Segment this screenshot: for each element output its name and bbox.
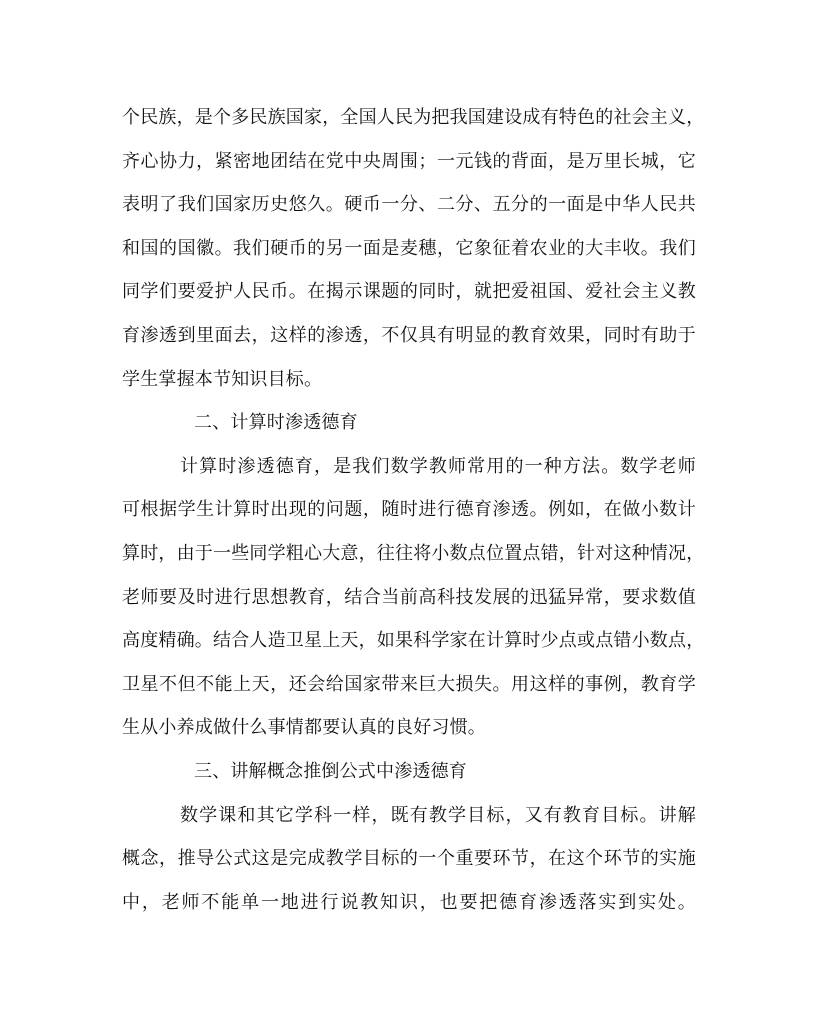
text-line: 育渗透到里面去，这样的渗透，不仅具有明显的教育效果，同时有助于 bbox=[122, 324, 696, 346]
text-line: 概念，推导公式这是完成教学目标的一个重要环节，在这个环节的实施 bbox=[122, 848, 696, 870]
text-line: 表明了我们国家历史悠久。硬币一分、二分、五分的一面是中华人民共 bbox=[122, 194, 696, 216]
text-line: 同学们要爱护人民币。在揭示课题的同时，就把爱祖国、爱社会主义教 bbox=[122, 281, 696, 303]
section-heading-3: 三、讲解概念推倒公式中渗透德育 bbox=[194, 760, 467, 782]
text-line: 生从小养成做什么事情都要认真的良好习惯。 bbox=[122, 717, 486, 739]
paragraph-2 bbox=[122, 445, 705, 750]
text-line: 中，老师不能单一地进行说教知识，也要把德育渗透落实到实处。 bbox=[122, 891, 696, 913]
paragraph-1 bbox=[122, 96, 705, 401]
text-line: 高度精确。结合人造卫星上天，如果科学家在计算时少点或点错小数点， bbox=[122, 630, 705, 652]
text-line: 齐心协力，紧密地团结在党中央周围；一元钱的背面，是万里长城，它 bbox=[122, 150, 696, 172]
text-line: 和国的国徽。我们硬币的另一面是麦穗，它象征着农业的大丰收。我们 bbox=[122, 237, 696, 259]
text-line: 卫星不但不能上天，还会给国家带来巨大损失。用这样的事例，教育学 bbox=[122, 673, 696, 695]
section-heading-2: 二、计算时渗透德育 bbox=[194, 412, 358, 434]
paragraph-3 bbox=[122, 794, 696, 925]
document-body bbox=[122, 96, 705, 924]
text-line: 计算时渗透德育，是我们数学教师常用的一种方法。数学老师 bbox=[180, 455, 696, 477]
text-line: 数学课和其它学科一样，既有教学目标，又有教育目标。讲解 bbox=[180, 804, 696, 826]
text-line: 个民族，是个多民族国家，全国人民为把我国建设成有特色的社会主义， bbox=[122, 107, 705, 128]
text-line: 学生掌握本节知识目标。 bbox=[122, 368, 323, 390]
text-line: 可根据学生计算时出现的问题，随时进行德育渗透。例如，在做小数计 bbox=[122, 499, 696, 521]
text-line: 算时，由于一些同学粗心大意，往往将小数点位置点错，针对这种情况， bbox=[122, 542, 705, 564]
text-line: 老师要及时进行思想教育，结合当前高科技发展的迅猛异常，要求数值 bbox=[122, 586, 696, 608]
